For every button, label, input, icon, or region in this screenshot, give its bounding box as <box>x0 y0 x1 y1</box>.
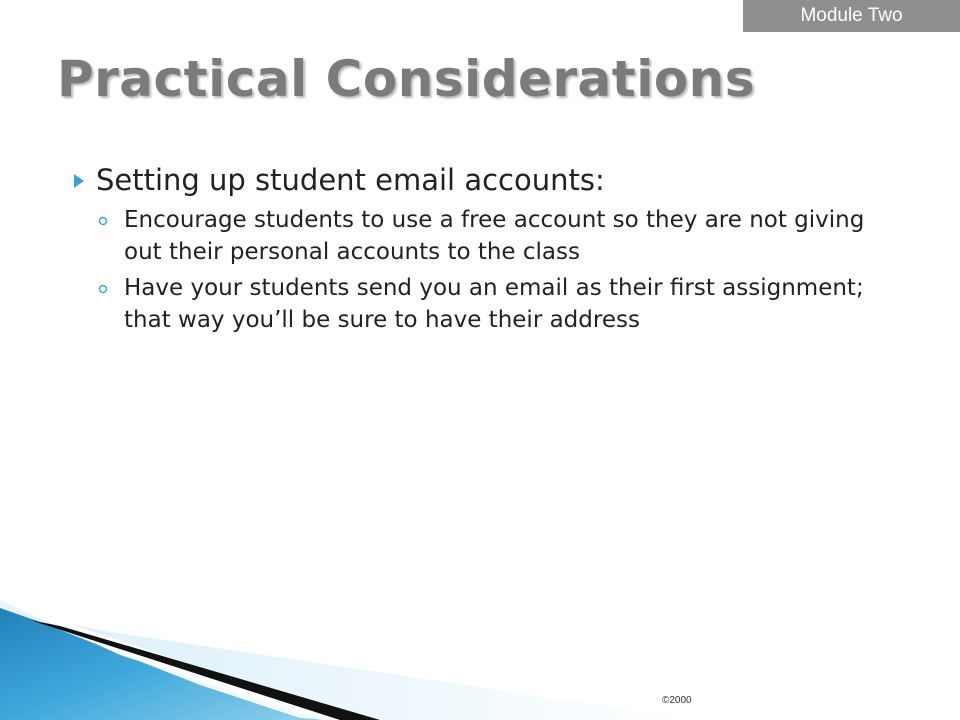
hollow-circle-icon <box>94 272 124 304</box>
bullet-text: Setting up student email accounts: <box>96 163 605 197</box>
sub-bullet-text: Have your students send you an email as their first assignment; that way you’ll be sure to have their address <box>124 275 864 333</box>
bullet-list <box>72 160 892 336</box>
sub-bullet-item <box>94 272 892 336</box>
hollow-circle-icon <box>94 204 124 236</box>
sub-bullet-item <box>94 204 892 268</box>
copyright-text: ©2000 <box>662 695 692 706</box>
sub-bullet-text: Encourage students to use a free account so they are not giving out their personal accounts to the class <box>124 207 865 265</box>
triangle-right-icon <box>72 160 96 200</box>
module-label: Module Two <box>743 0 960 32</box>
bullet-item <box>72 160 892 200</box>
slide-title: Practical Considerations <box>57 50 756 108</box>
decorative-swoosh <box>0 600 960 720</box>
